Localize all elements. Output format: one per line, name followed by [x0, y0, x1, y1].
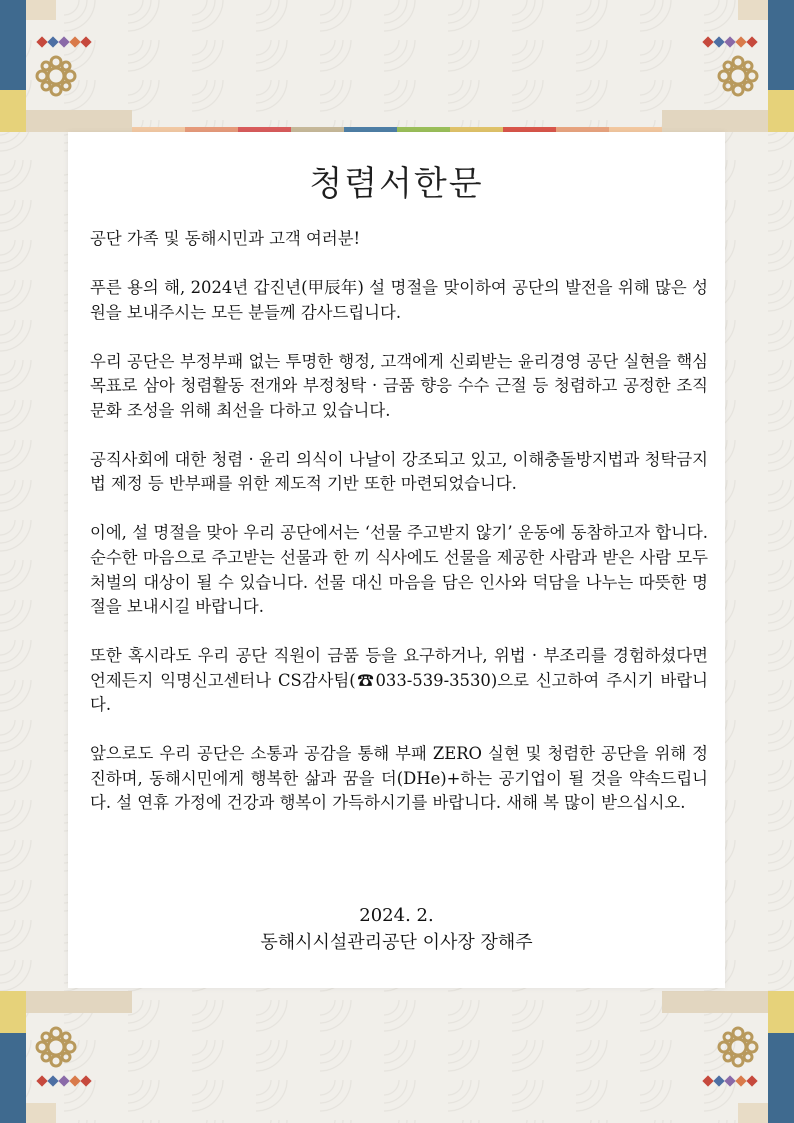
paragraph: 앞으로도 우리 공단은 소통과 공감을 통해 부패 ZERO 실현 및 청렴한 공단을 위해 정진하며, 동해시민에게 행복한 삶과 꿈을 더(DHe)+하는 공기업이 될 것을 약속드립니다. 설 연휴 가정에 건강과 행복이 가득하시기를 바랍니다. 새해 복 많이 받으십시오.	[90, 744, 708, 813]
korean-knot-icon	[716, 1025, 760, 1069]
paragraph: 또한 혹시라도 우리 공단 직원이 금품 등을 요구하거나, 위법 · 부조리를 경험하셨다면 언제든지 익명신고센터나 CS감사팀(☎033-539-3530)으로 신고하여 주시기 바랍니다.	[90, 646, 708, 715]
signature-block	[68, 902, 725, 956]
corner-decoration-bottom-left	[0, 991, 132, 1123]
paragraph: 우리 공단은 부정부패 없는 투명한 행정, 고객에게 신뢰받는 윤리경영 공단 실현을 핵심 목표로 삼아 청렴활동 전개와 부정청탁 · 금품 향응 수수 근절 등 청렴하고 공정한 조직문화 조성을 위해 최선을 다하고 있습니다.	[90, 351, 708, 420]
paragraph: 이에, 설 명절을 맞아 우리 공단에서는 ‘선물 주고받지 않기’ 운동에 동참하고자 합니다. 순수한 마음으로 주고받는 선물과 한 끼 식사에도 선물을 제공한 사람과 받은 사람 모두 처벌의 대상이 될 수 있습니다. 선물 대신 마음을 담은 인사와 덕담을 나누는 따뜻한 명절을 보내시길 바랍니다.	[90, 523, 708, 617]
korean-knot-icon	[34, 54, 78, 98]
paragraph: 공직사회에 대한 청렴 · 윤리 의식이 나날이 강조되고 있고, 이해충돌방지법과 청탁금지법 제정 등 반부패를 위한 제도적 기반 또한 마련되었습니다.	[90, 449, 708, 494]
greeting: 공단 가족 및 동해시민과 고객 여러분!	[90, 229, 361, 248]
letter-body	[90, 227, 708, 840]
letter-signature: 동해시시설관리공단 이사장 장해주	[260, 932, 533, 953]
letter-title: 청렴서한문	[309, 164, 484, 204]
corner-decoration-top-right	[662, 0, 794, 132]
korean-knot-icon	[34, 1025, 78, 1069]
letter-card	[68, 132, 725, 988]
paragraph: 푸른 용의 해, 2024년 갑진년(甲辰年) 설 명절을 맞이하여 공단의 발전을 위해 많은 성원을 보내주시는 모든 분들께 감사드립니다.	[90, 277, 708, 322]
corner-decoration-top-left	[0, 0, 132, 132]
korean-knot-icon	[716, 54, 760, 98]
letter-date: 2024. 2.	[359, 905, 434, 926]
corner-decoration-bottom-right	[662, 991, 794, 1123]
